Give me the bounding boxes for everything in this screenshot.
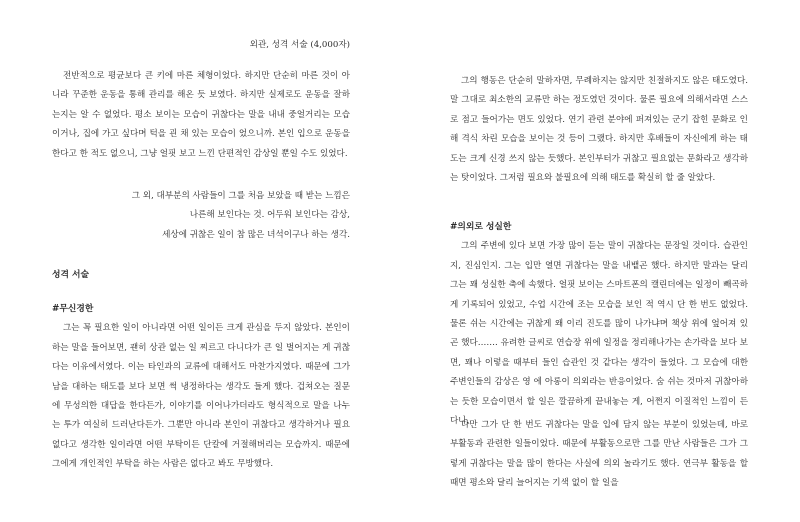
attitude-paragraph: 그의 행동은 단순히 말하자면, 무례하지는 않지만 친절하지도 않은 태도였다. 말 그대로 최소한의 교류만 하는 정도였던 것이다. 물론 필요에 의해서라면 스스로 점고 들어가는 면도 있었다. 연기 관련 분야에 퍼져있는 군기 잡힌 문화로 인해 격식 차린 모습을 보이는 것 등이 그랬다. 하지만 후배들이 자신에게 하는 태도는 크게 신경 쓰지 않는 듯했다. 본인부터가 귀찮고 필요없는 문화라고 생각하는 탓이었다. 그저럼 필요와 불필요에 의해 태도를 확실히 할 줄 알았다. bbox=[450, 76, 748, 184]
left-intro-block bbox=[52, 67, 350, 164]
appearance-paragraph: 전반적으로 평균보다 큰 키에 마른 체형이었다. 하지만 단순히 마른 것이 아니라 꾸준한 운동을 통해 관리를 해온 듯 보였다. 하지만 실제로도 운동을 잘하는지는 알 수 없었다. 평소 보이는 모습이 귀찮다는 말을 내내 중얼거리는 모습이거나, 집에 가고 싶다며 턱을 괸 채 있는 모습이 었으니까. 본인 입으로 운동을 한다고 한 적도 없으니, 그냥 얼핏 보고 느낀 단편적인 감상일 뿐일 수도 있었다. bbox=[52, 71, 350, 159]
diligent-block bbox=[450, 218, 748, 431]
club-paragraph: 다만 그가 단 한 번도 귀찮다는 말을 입에 담지 않는 부분이 있었는데, 바로 부활동과 관련한 일들이었다. 때문에 부활동으로만 그를 만난 사람들은 그가 그렇게 귀찮다는 말을 많이 한다는 사실에 의외 놀라기도 했다. 연극부 활동을 할 때면 평소와 달리 늘어지는 기색 없이 할 일을 bbox=[450, 420, 748, 489]
club-block bbox=[450, 416, 748, 494]
running-header: 외관, 성격 서술 (4,000자) bbox=[249, 40, 350, 50]
section-title: 성격 서술 bbox=[52, 270, 90, 280]
subsection-title-indifferent: #무신경한 bbox=[52, 304, 94, 314]
quote-line: 나른해 보인다는 것. 어두워 보인다는 감상, bbox=[189, 210, 350, 221]
indifferent-block bbox=[52, 300, 350, 475]
subsection-title-diligent: #의외로 성실한 bbox=[450, 222, 512, 232]
section-heading-block bbox=[52, 266, 350, 285]
indifferent-paragraph: 그는 꼭 필요한 일이 아니라면 어떤 일이든 크게 관심을 두지 않았다. 본인이 하는 말을 들어보면, 괜히 상관 없는 일 찌르고 다니다가 큰 일 벌어지는 게 귀찮다는 이유에서였다. 이는 타인과의 교류에 대해서도 마찬가지였다. 때문에 그가 남을 대하는 태도를 보다 보면 썩 냉정하다는 생각도 들게 했다. 겁쳐오는 질문에 무성의한 대답을 한다든가, 이야기를 이어나가더라도 형식적으로 말을 나누는 투가 여실히 드러난다든가. 그뿐만 아니라 본인이 귀찮다고 생각하거나 필요 없다고 생각한 일이라면 어떤 부탁이든 단칼에 거절해버리는 모습까지. 때문에 그에게 개인적인 부탁을 하는 사람은 없다고 봐도 무방했다. bbox=[52, 323, 350, 470]
right-continued-block bbox=[450, 72, 748, 188]
diligent-paragraph: 그의 주변에 있다 보면 가장 많이 듣는 말이 귀찮다는 문장일 것이다. 습관인지, 진심인지. 그는 입만 열면 귀찮다는 말을 내뱉곤 했다. 하지만 말과는 달리 그는 꽤 성실한 축에 속했다. 얼핏 보이는 스마트폰의 캘린더에는 일정이 빼곡하게 기록되어 있었고, 수업 시간에 조는 모습을 보인 적 역시 단 한 번도 없었다. 물론 쉬는 시간에는 귀찮게 왜 이리 진도를 많이 나가냐며 책상 위에 엎어져 있곤 했다……. 유려한 글씨로 연습장 위에 일정을 정리해나가는 손가락을 보다 보면, 꽤나 이렇을 때부터 들인 습관인 것 같다는 생각이 들었다. 그 모습에 대한 주변인들의 감상은 영 에 아롱이 의외라는 반응이었다. 숨 쉬는 것마저 귀찮아하는 듯한 모습이면서 할 일은 깔끔하게 끝내놓는 게, 어쩐지 이질적인 느낌이 든다나. bbox=[450, 241, 748, 427]
quote-line: 그 외, 대부분의 사람들이 그를 처음 보았을 때 받는 느낌은 bbox=[131, 191, 350, 201]
impression-quote bbox=[52, 187, 350, 245]
quote-lines bbox=[52, 187, 350, 245]
quote-line: 세상에 귀찮은 일이 참 많은 녀석이구나 하는 생각. bbox=[162, 229, 350, 240]
